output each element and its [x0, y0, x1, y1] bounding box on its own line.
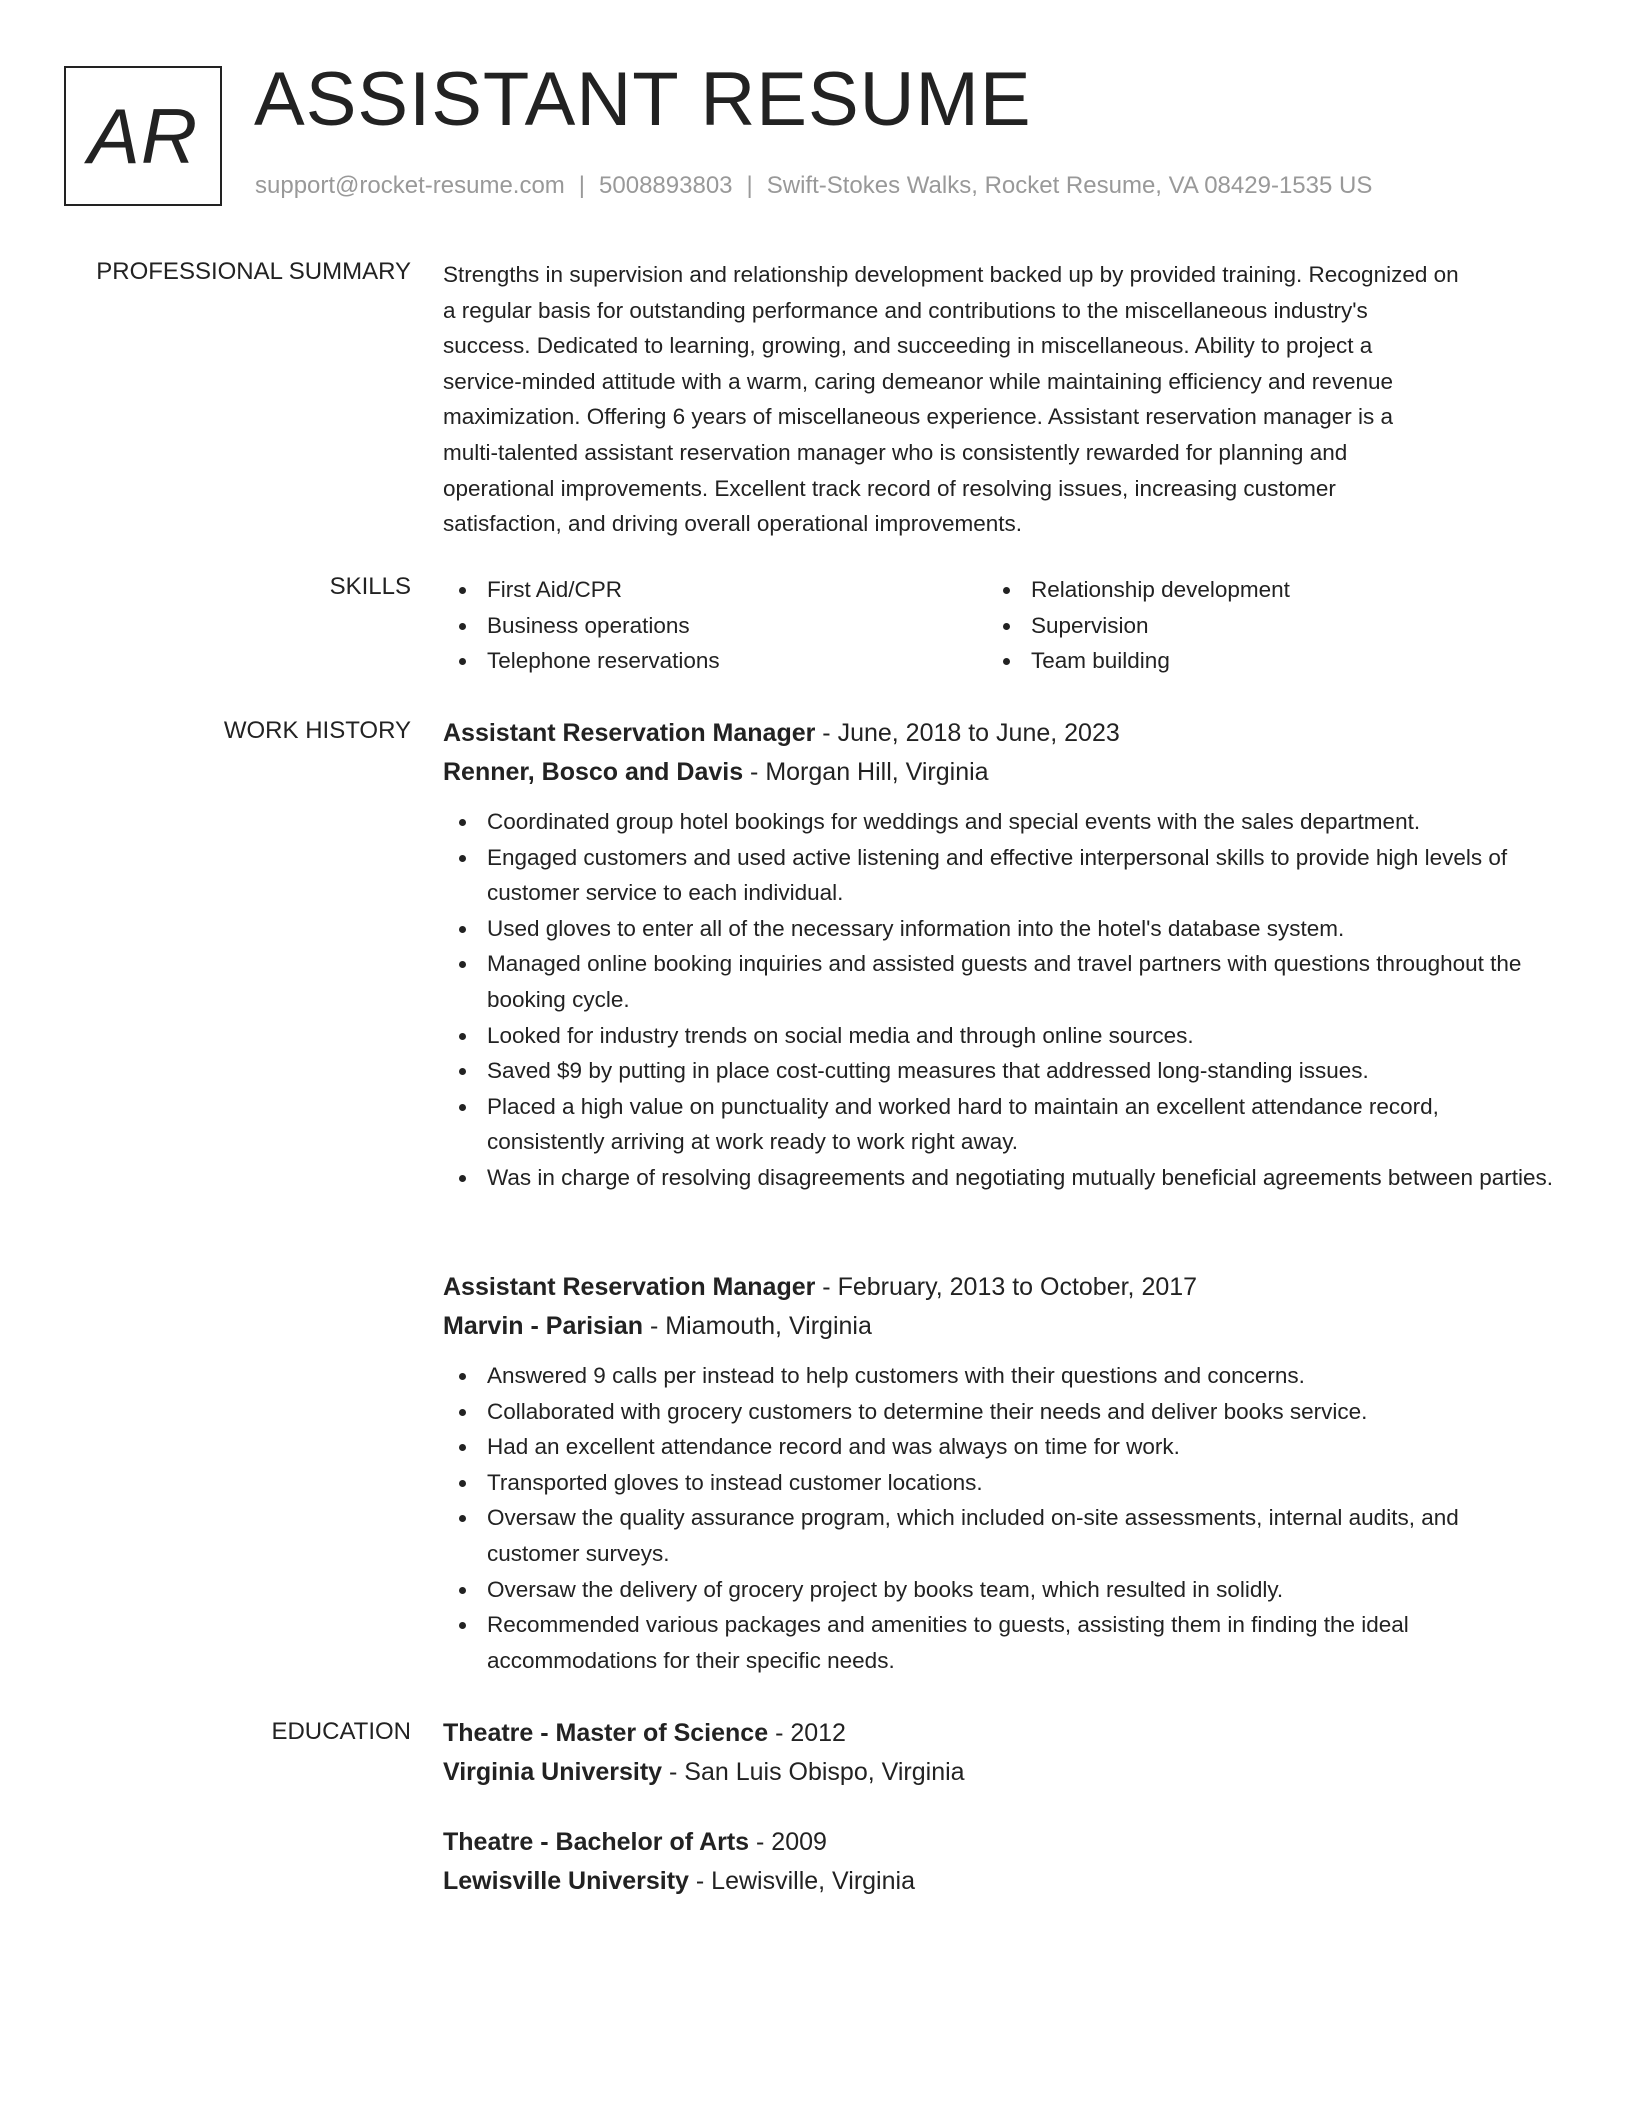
job-location: - Miamouth, Virginia: [643, 1312, 872, 1340]
job-bullet: Oversaw the quality assurance program, which included on-site assessments, internal audits, and customer surveys.: [443, 1500, 1555, 1571]
job-company: Marvin - Parisian: [443, 1312, 644, 1340]
skills-list-left: [443, 572, 987, 679]
job-bullet: Placed a high value on punctuality and worked hard to maintain an excellent attendance record, consistently arriving at work ready to work right away.: [443, 1089, 1555, 1160]
section-label-work-history: WORK HISTORY: [223, 717, 411, 744]
job-bullet: Had an excellent attendance record and was always on time for work.: [443, 1429, 1555, 1465]
job-entry: [443, 1268, 1555, 1678]
job-bullet: Oversaw the delivery of grocery project by books team, which resulted in solidly.: [443, 1572, 1555, 1608]
job-title-line: [443, 714, 1555, 753]
contact-separator: |: [746, 172, 753, 199]
job-dates: - June, 2018 to June, 2023: [815, 719, 1120, 747]
job-title: Assistant Reservation Manager: [443, 1273, 816, 1301]
education-entry: [443, 1714, 1555, 1792]
contact-separator: |: [578, 172, 586, 199]
job-bullet: Collaborated with grocery customers to determine their needs and deliver books service.: [443, 1394, 1555, 1430]
contact-email: support@rocket-resume.com: [255, 172, 565, 199]
contact-line: [255, 172, 1372, 200]
section-label-education: EDUCATION: [271, 1718, 411, 1745]
school-line: [443, 1753, 1555, 1792]
job-bullet: Coordinated group hotel bookings for weddings and special events with the sales department.: [443, 804, 1555, 840]
summary-line: multi-talented assistant reservation manager who is consistently rewarded for planning and: [443, 439, 1348, 465]
job-bullet: Answered 9 calls per instead to help customers with their questions and concerns.: [443, 1358, 1555, 1394]
monogram-badge: AR: [64, 66, 222, 206]
school-location: - Lewisville, Virginia: [688, 1867, 915, 1895]
job-bullet: Used gloves to enter all of the necessary information into the hotel's database system.: [443, 911, 1555, 947]
education-entry: [443, 1823, 1555, 1901]
job-dates: - February, 2013 to October, 2017: [815, 1273, 1198, 1301]
job-entry: [443, 714, 1555, 1196]
job-location: - Morgan Hill, Virginia: [743, 758, 989, 786]
school-line: [443, 1862, 1555, 1901]
job-bullet-list: [443, 1358, 1555, 1678]
school-location: - San Luis Obispo, Virginia: [662, 1758, 965, 1786]
skill-item: Telephone reservations: [443, 643, 987, 679]
job-bullet-list: [443, 804, 1555, 1196]
job-title: Assistant Reservation Manager: [443, 719, 816, 747]
summary-line: maximization. Offering 6 years of miscellaneous experience. Assistant reservation manager is a: [443, 404, 1394, 430]
job-bullet: Looked for industry trends on social media and through online sources.: [443, 1018, 1555, 1054]
summary-line: a regular basis for outstanding performance and contributions to the miscellaneous industry's: [443, 297, 1368, 323]
page-title: ASSISTANT RESUME: [254, 57, 1032, 142]
degree-name: Theatre - Bachelor of Arts: [443, 1828, 750, 1856]
job-company: Renner, Bosco and Davis: [443, 758, 744, 786]
skills-list-right: [987, 572, 1531, 679]
skill-item: Relationship development: [987, 572, 1531, 608]
degree-year: - 2009: [749, 1828, 827, 1856]
degree-line: [443, 1823, 1555, 1862]
contact-phone: 5008893803: [599, 172, 733, 199]
job-bullet: Recommended various packages and amenities to guests, assisting them in finding the ideal accommodations for their specific needs.: [443, 1607, 1555, 1678]
skills-section: [443, 572, 1555, 679]
job-company-line: [443, 753, 1555, 792]
summary-text: [443, 257, 1555, 542]
skills-grid: [443, 572, 1555, 679]
job-bullet: Transported gloves to instead customer locations.: [443, 1465, 1555, 1501]
degree-year: - 2012: [768, 1719, 846, 1747]
job-bullet: Managed online booking inquiries and assisted guests and travel partners with questions throughout the booking cycle.: [443, 946, 1555, 1017]
summary-line: success. Dedicated to learning, growing, and succeeding in miscellaneous. Ability to project a: [443, 333, 1373, 359]
summary-line: service-minded attitude with a warm, caring demeanor while maintaining efficiency and revenue: [443, 368, 1394, 394]
section-label-skills: SKILLS: [329, 573, 411, 600]
summary-line: satisfaction, and driving overall operational improvements.: [443, 511, 1023, 537]
section-label-summary: PROFESSIONAL SUMMARY: [96, 258, 411, 285]
job-bullet: Engaged customers and used active listening and effective interpersonal skills to provide high levels of customer service to each individual.: [443, 840, 1555, 911]
skill-item: Supervision: [987, 608, 1531, 644]
school-name: Virginia University: [443, 1758, 663, 1786]
degree-name: Theatre - Master of Science: [443, 1719, 769, 1747]
degree-line: [443, 1714, 1555, 1753]
school-name: Lewisville University: [443, 1867, 689, 1895]
skill-item: Team building: [987, 643, 1531, 679]
skill-item: First Aid/CPR: [443, 572, 987, 608]
contact-address: Swift-Stokes Walks, Rocket Resume, VA 08429-1535 US: [766, 172, 1373, 199]
skill-item: Business operations: [443, 608, 987, 644]
job-title-line: [443, 1268, 1555, 1307]
summary-section: [443, 257, 1555, 542]
job-bullet: Saved $9 by putting in place cost-cutting measures that addressed long-standing issues.: [443, 1053, 1555, 1089]
job-bullet: Was in charge of resolving disagreements and negotiating mutually beneficial agreements between parties.: [443, 1160, 1555, 1196]
job-company-line: [443, 1307, 1555, 1346]
summary-line: operational improvements. Excellent track record of resolving issues, increasing customer: [443, 475, 1336, 501]
summary-line: Strengths in supervision and relationship development backed up by provided training. Recognized on: [443, 262, 1459, 287]
